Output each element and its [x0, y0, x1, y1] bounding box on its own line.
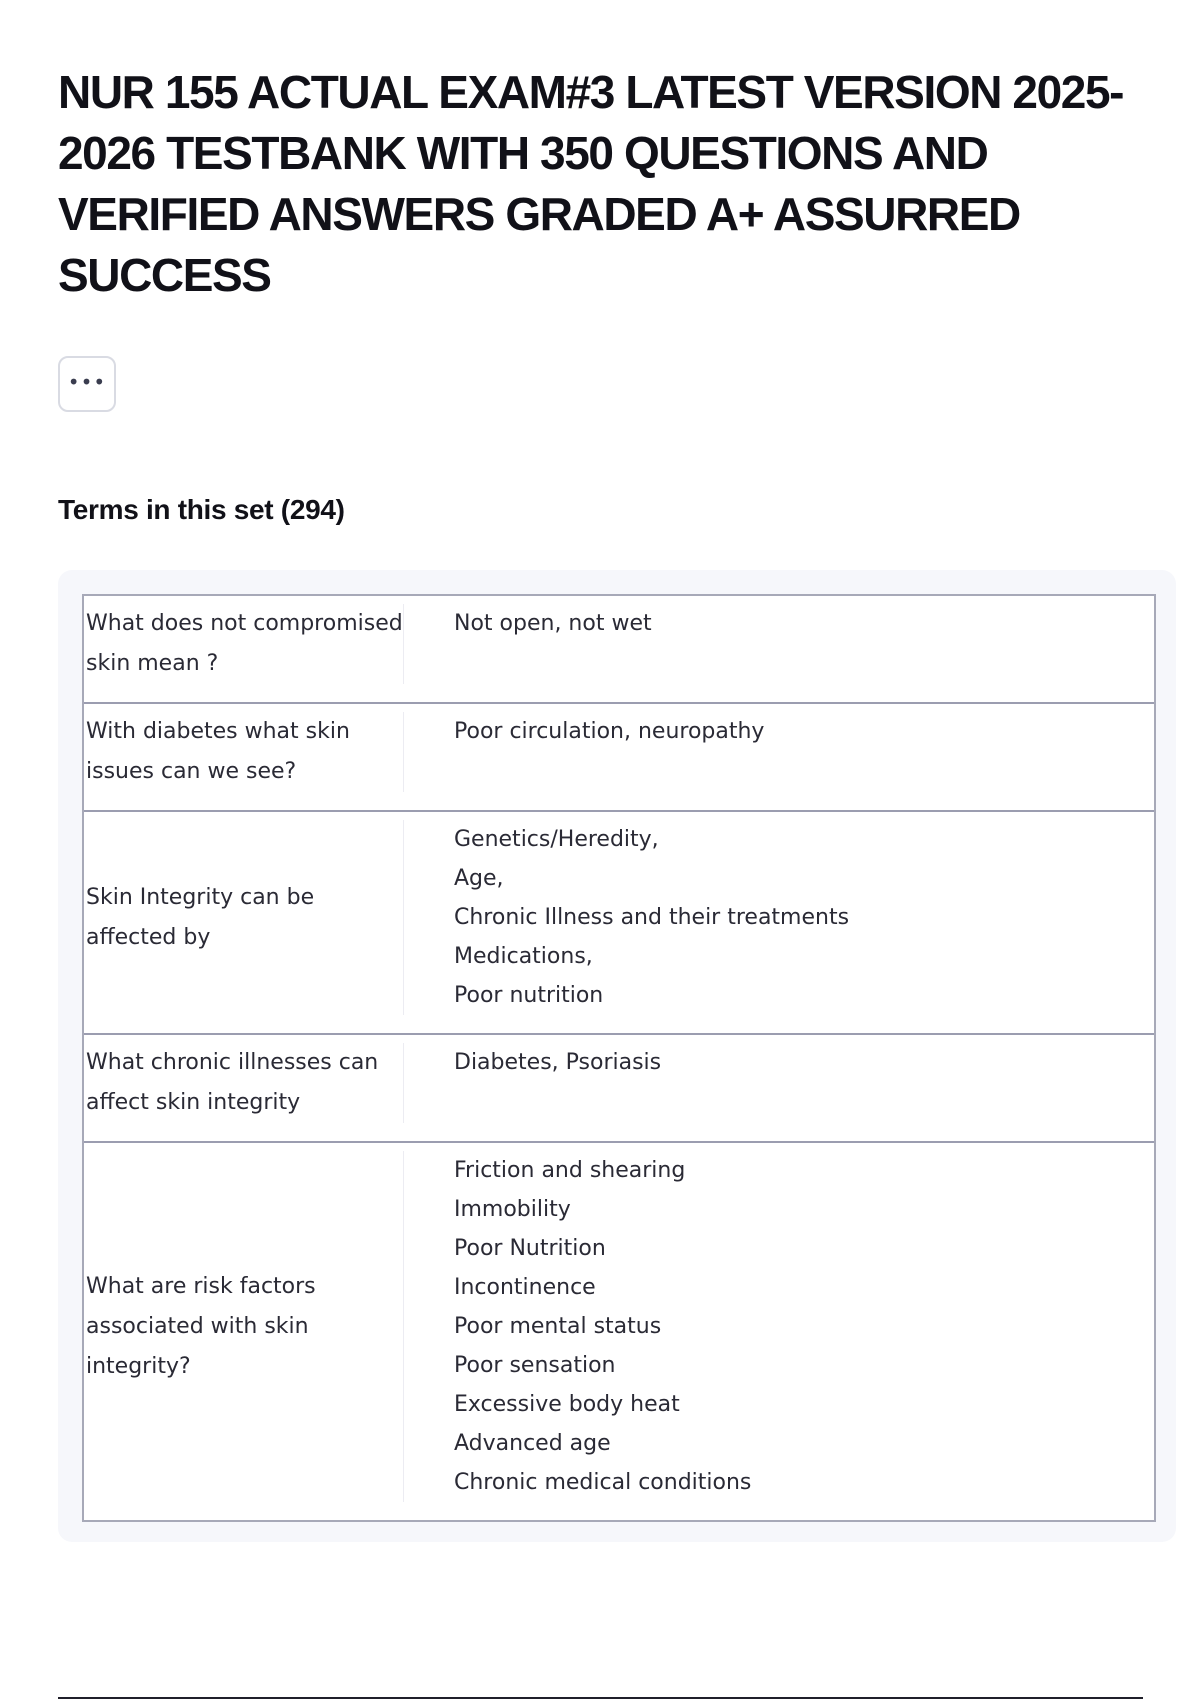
- definition-text: [404, 712, 1154, 792]
- definition-line: Age,: [454, 866, 504, 891]
- definition-line: Diabetes, Psoriasis: [454, 1050, 662, 1075]
- definition-line: Poor Nutrition: [454, 1236, 606, 1261]
- definition-line: Incontinence: [454, 1275, 596, 1300]
- definition-line: Genetics/Heredity,: [454, 827, 659, 852]
- definition-line: Poor mental status: [454, 1314, 662, 1339]
- terms-count-heading: Terms in this set (294): [58, 494, 345, 525]
- definition-line: Medications,: [454, 944, 593, 969]
- term-row: [84, 1141, 1154, 1520]
- term-text-content: Skin Integrity can be affected by: [86, 884, 315, 950]
- term-row: [84, 1033, 1154, 1141]
- definition-line: Poor nutrition: [454, 983, 604, 1008]
- term-row: [84, 596, 1154, 702]
- term-text: What does not compromised skin mean ?: [84, 604, 404, 684]
- definition-text: [404, 1043, 1154, 1123]
- definition-line: Chronic medical conditions: [454, 1470, 752, 1495]
- definition-line: Poor sensation: [454, 1353, 616, 1378]
- page-title: NUR 155 ACTUAL EXAM#3 LATEST VERSION 2025-2026 TESTBANK WITH 350 QUESTIONS AND VERIFIED ANSWERS GRADED A+ ASSURRED SUCCESS: [58, 66, 1124, 301]
- definition-line: Not open, not wet: [454, 611, 652, 636]
- term-text: [84, 820, 404, 1015]
- more-options-button[interactable]: [58, 356, 116, 412]
- term-text: What chronic illnesses can affect skin integrity: [84, 1043, 404, 1123]
- definition-line: Immobility: [454, 1197, 571, 1222]
- definition-text: [404, 820, 1154, 1015]
- definition-line: Poor circulation, neuropathy: [454, 719, 765, 744]
- term-row: [84, 810, 1154, 1033]
- term-text-content: What are risk factors associated with skin integrity?: [86, 1273, 316, 1379]
- more-horizontal-icon: •••: [67, 370, 107, 394]
- definition-line: Excessive body heat: [454, 1392, 680, 1417]
- term-text: With diabetes what skin issues can we see?: [84, 712, 404, 792]
- bottom-divider: [58, 1697, 1143, 1699]
- definition-text: [404, 1151, 1154, 1502]
- definition-line: Advanced age: [454, 1431, 611, 1456]
- definition-line: Chronic Illness and their treatments: [454, 905, 850, 930]
- term-text: [84, 1151, 404, 1502]
- terms-table: [82, 594, 1156, 1522]
- terms-panel: [58, 570, 1176, 1542]
- definition-text: [404, 604, 1154, 684]
- definition-line: Friction and shearing: [454, 1158, 686, 1183]
- term-row: [84, 702, 1154, 810]
